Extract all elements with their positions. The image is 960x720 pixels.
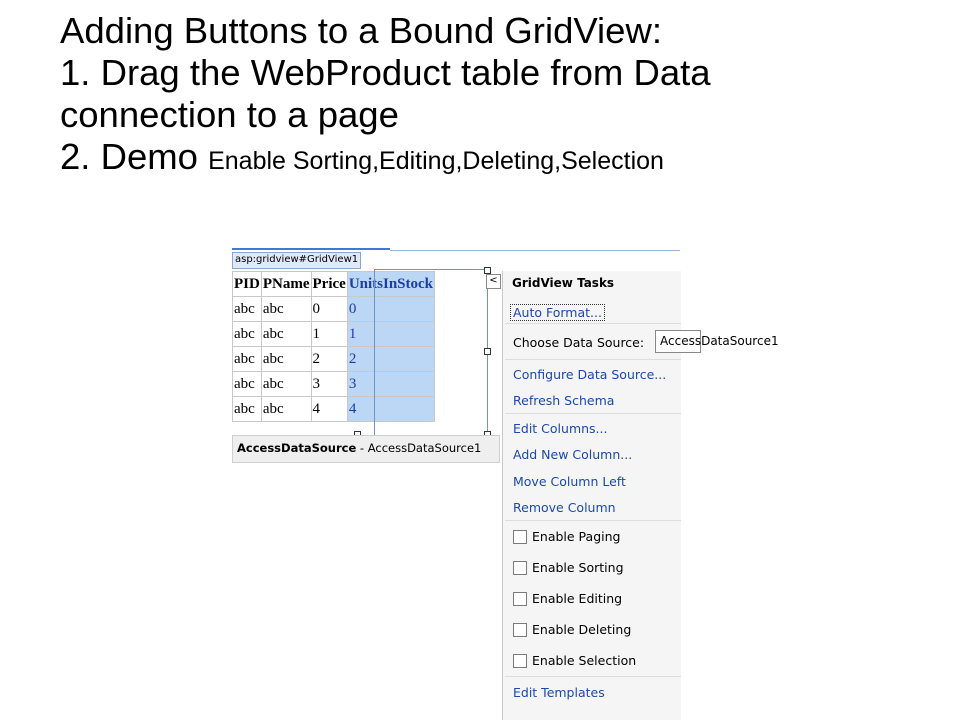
auto-format-link[interactable]: Auto Format...	[510, 304, 605, 321]
title-line-1: Adding Buttons to a Bound GridView:	[60, 10, 662, 51]
col-header-pid[interactable]: PID	[233, 272, 262, 297]
datasource-type: AccessDataSource	[237, 441, 357, 455]
title-line-4-small: Enable Sorting,Editing,Deleting,Selection	[208, 147, 664, 175]
separator	[505, 323, 681, 324]
configure-data-source-link[interactable]: Configure Data Source...	[513, 367, 667, 382]
cell: abc	[233, 347, 262, 372]
data-source-dropdown[interactable]: AccessDataSource1	[655, 330, 701, 353]
enable-editing-label[interactable]: Enable Editing	[532, 591, 623, 606]
separator	[505, 676, 681, 677]
add-new-column-link[interactable]: Add New Column...	[513, 447, 633, 462]
cell: abc	[261, 297, 311, 322]
move-column-left-link[interactable]: Move Column Left	[513, 474, 626, 489]
title-line-4-big: 2. Demo	[60, 136, 209, 177]
enable-selection-label[interactable]: Enable Selection	[532, 653, 637, 668]
datasource-id: - AccessDataSource1	[356, 441, 482, 455]
cell: abc	[261, 397, 311, 422]
enable-paging-label[interactable]: Enable Paging	[532, 529, 621, 544]
enable-sorting-label[interactable]: Enable Sorting	[532, 560, 624, 575]
control-tag[interactable]: asp:gridview#GridView1	[232, 252, 361, 269]
enable-sorting-checkbox[interactable]	[513, 561, 527, 575]
enable-deleting-label[interactable]: Enable Deleting	[532, 622, 632, 637]
col-header-unitsinstock[interactable]: UnitsInStock	[347, 272, 434, 297]
separator	[505, 359, 681, 360]
separator	[505, 413, 681, 414]
title-line-4	[60, 136, 940, 182]
col-header-pname[interactable]: PName	[261, 272, 311, 297]
title-line-2: 1. Drag the WebProduct table from Data	[60, 52, 711, 93]
tab-underline	[390, 250, 680, 251]
resize-handle[interactable]	[484, 267, 491, 274]
remove-column-link[interactable]: Remove Column	[513, 500, 616, 515]
cell: abc	[233, 297, 262, 322]
cell: 4	[311, 397, 347, 422]
cell: 0	[311, 297, 347, 322]
cell: abc	[233, 322, 262, 347]
cell: 3	[347, 372, 434, 397]
smart-tag-chevron-icon[interactable]: <	[486, 274, 501, 289]
cell: 2	[347, 347, 434, 372]
enable-selection-checkbox[interactable]	[513, 654, 527, 668]
enable-paging-checkbox[interactable]	[513, 530, 527, 544]
ide-screenshot	[232, 247, 779, 720]
design-surface	[232, 247, 500, 472]
col-header-price[interactable]: Price	[311, 272, 347, 297]
tasks-header: GridView Tasks	[512, 276, 615, 290]
separator	[505, 520, 681, 521]
cell: 2	[311, 347, 347, 372]
edit-templates-link[interactable]: Edit Templates	[513, 685, 605, 700]
edit-columns-link[interactable]: Edit Columns...	[513, 421, 608, 436]
datasource-control[interactable]	[232, 435, 500, 463]
enable-editing-checkbox[interactable]	[513, 592, 527, 606]
enable-deleting-checkbox[interactable]	[513, 623, 527, 637]
title-line-3: connection to a page	[60, 94, 399, 135]
cell: abc	[261, 372, 311, 397]
slide-title	[60, 10, 940, 182]
refresh-schema-link[interactable]: Refresh Schema	[513, 393, 615, 408]
gridview-tasks-panel	[502, 271, 779, 720]
choose-data-source-label: Choose Data Source:	[513, 335, 645, 350]
cell: 1	[347, 322, 434, 347]
resize-handle[interactable]	[484, 348, 491, 355]
active-tab-line	[232, 248, 390, 250]
cell: abc	[261, 347, 311, 372]
selection-outline	[374, 269, 488, 437]
cell: 4	[347, 397, 434, 422]
cell: abc	[233, 397, 262, 422]
cell: 3	[311, 372, 347, 397]
cell: abc	[261, 322, 311, 347]
cell: abc	[233, 372, 262, 397]
cell: 0	[347, 297, 434, 322]
cell: 1	[311, 322, 347, 347]
